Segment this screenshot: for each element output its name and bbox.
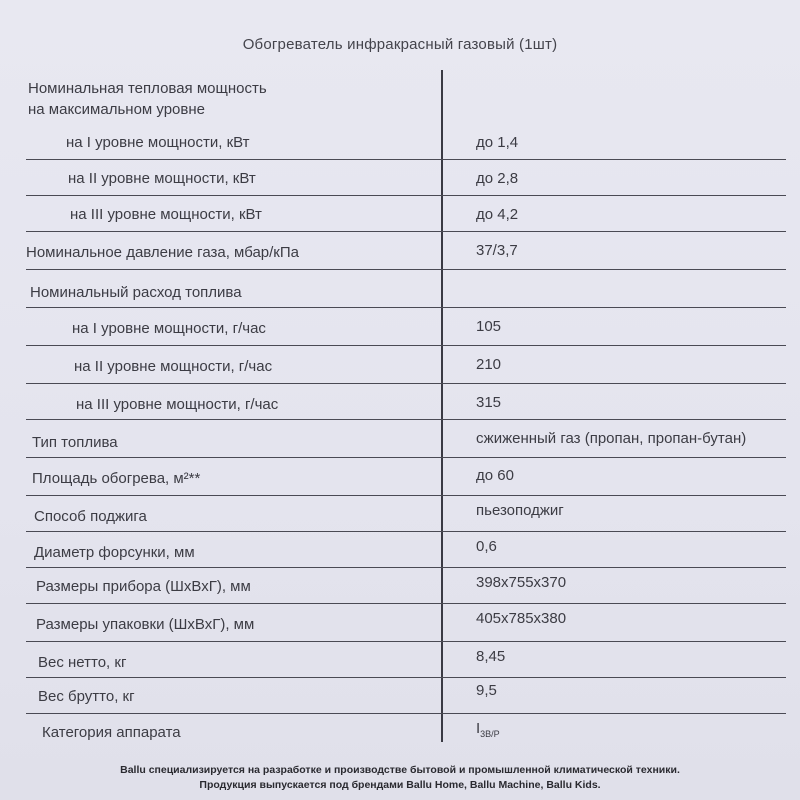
spec-row-level-3-power [0,196,800,232]
spec-label: Тип топлива [32,434,118,451]
spec-value: 9,5 [476,682,497,699]
document-title: Обогреватель инфракрасный газовый (1шт) [242,36,558,53]
spec-row-heating-area [0,458,800,496]
spec-label [28,78,267,120]
spec-value: до 60 [476,467,514,484]
spec-value: сжиженный газ (пропан, пропан-бутан) [476,430,747,447]
spec-row-package-dimensions [0,604,800,642]
category-main: I [476,720,481,737]
spec-value: до 2,8 [476,170,519,187]
spec-value: 210 [476,356,502,373]
spec-label: Номинальное давление газа, мбар/кПа [26,244,299,261]
spec-row-level-2-consumption [0,346,800,384]
spec-label: на II уровне мощности, г/час [74,358,273,375]
spec-label: на III уровне мощности, кВт [70,206,262,223]
spec-label: Размеры прибора (ШхВхГ), мм [36,578,251,595]
spec-label: Категория аппарата [42,724,181,741]
spec-label: Диаметр форсунки, мм [34,544,195,561]
spec-value: до 1,4 [476,134,519,151]
spec-row-level-3-consumption [0,384,800,420]
spec-row-fuel-consumption [0,270,800,308]
spec-row-ignition-method [0,496,800,532]
spec-label: на I уровне мощности, кВт [66,134,250,151]
spec-value: до 4,2 [476,206,519,223]
spec-label: Площадь обогрева, м²** [32,470,201,487]
spec-label: на III уровне мощности, г/час [76,396,279,413]
spec-row-level-1-power [0,124,800,160]
spec-value: 0,6 [476,538,497,555]
footer-line-1: Ballu специализируется на разработке и производстве бытовой и промышленной климатической техники. [120,764,680,776]
spec-label: Способ поджига [34,508,147,525]
spec-label: Размеры упаковки (ШхВхГ), мм [36,616,255,633]
spec-value [476,720,500,739]
spec-row-nozzle-diameter [0,532,800,568]
spec-value: 315 [476,394,502,411]
spec-row-gas-pressure [0,232,800,270]
spec-row-rated-heat-output [0,72,800,124]
spec-label: на I уровне мощности, г/час [72,320,266,337]
spec-row-device-dimensions [0,568,800,604]
spec-label: Вес нетто, кг [38,654,127,671]
footer-line-2: Продукция выпускается под брендами Ballu Home, Ballu Machine, Ballu Kids. [199,779,601,791]
spec-label: Номинальный расход топлива [30,284,242,301]
spec-label-line: на максимальном уровне [28,101,205,118]
spec-row-gross-weight [0,678,800,714]
spec-row-level-2-power [0,160,800,196]
spec-row-appliance-category [0,714,800,750]
spec-row-net-weight [0,642,800,678]
spec-value: 8,45 [476,648,506,665]
spec-value: 37/3,7 [476,242,518,259]
category-subscript: 3B/P [480,729,500,739]
spec-value: 405x785x380 [476,610,567,627]
spec-value: 398x755x370 [476,574,567,591]
spec-label-line: Номинальная тепловая мощность [28,80,267,97]
spec-label: на II уровне мощности, кВт [68,170,256,187]
spec-label: Вес брутто, кг [38,688,135,705]
spec-row-fuel-type [0,420,800,458]
spec-row-level-1-consumption [0,308,800,346]
spec-value: пьезоподжиг [476,502,564,519]
spec-value: 105 [476,318,502,335]
